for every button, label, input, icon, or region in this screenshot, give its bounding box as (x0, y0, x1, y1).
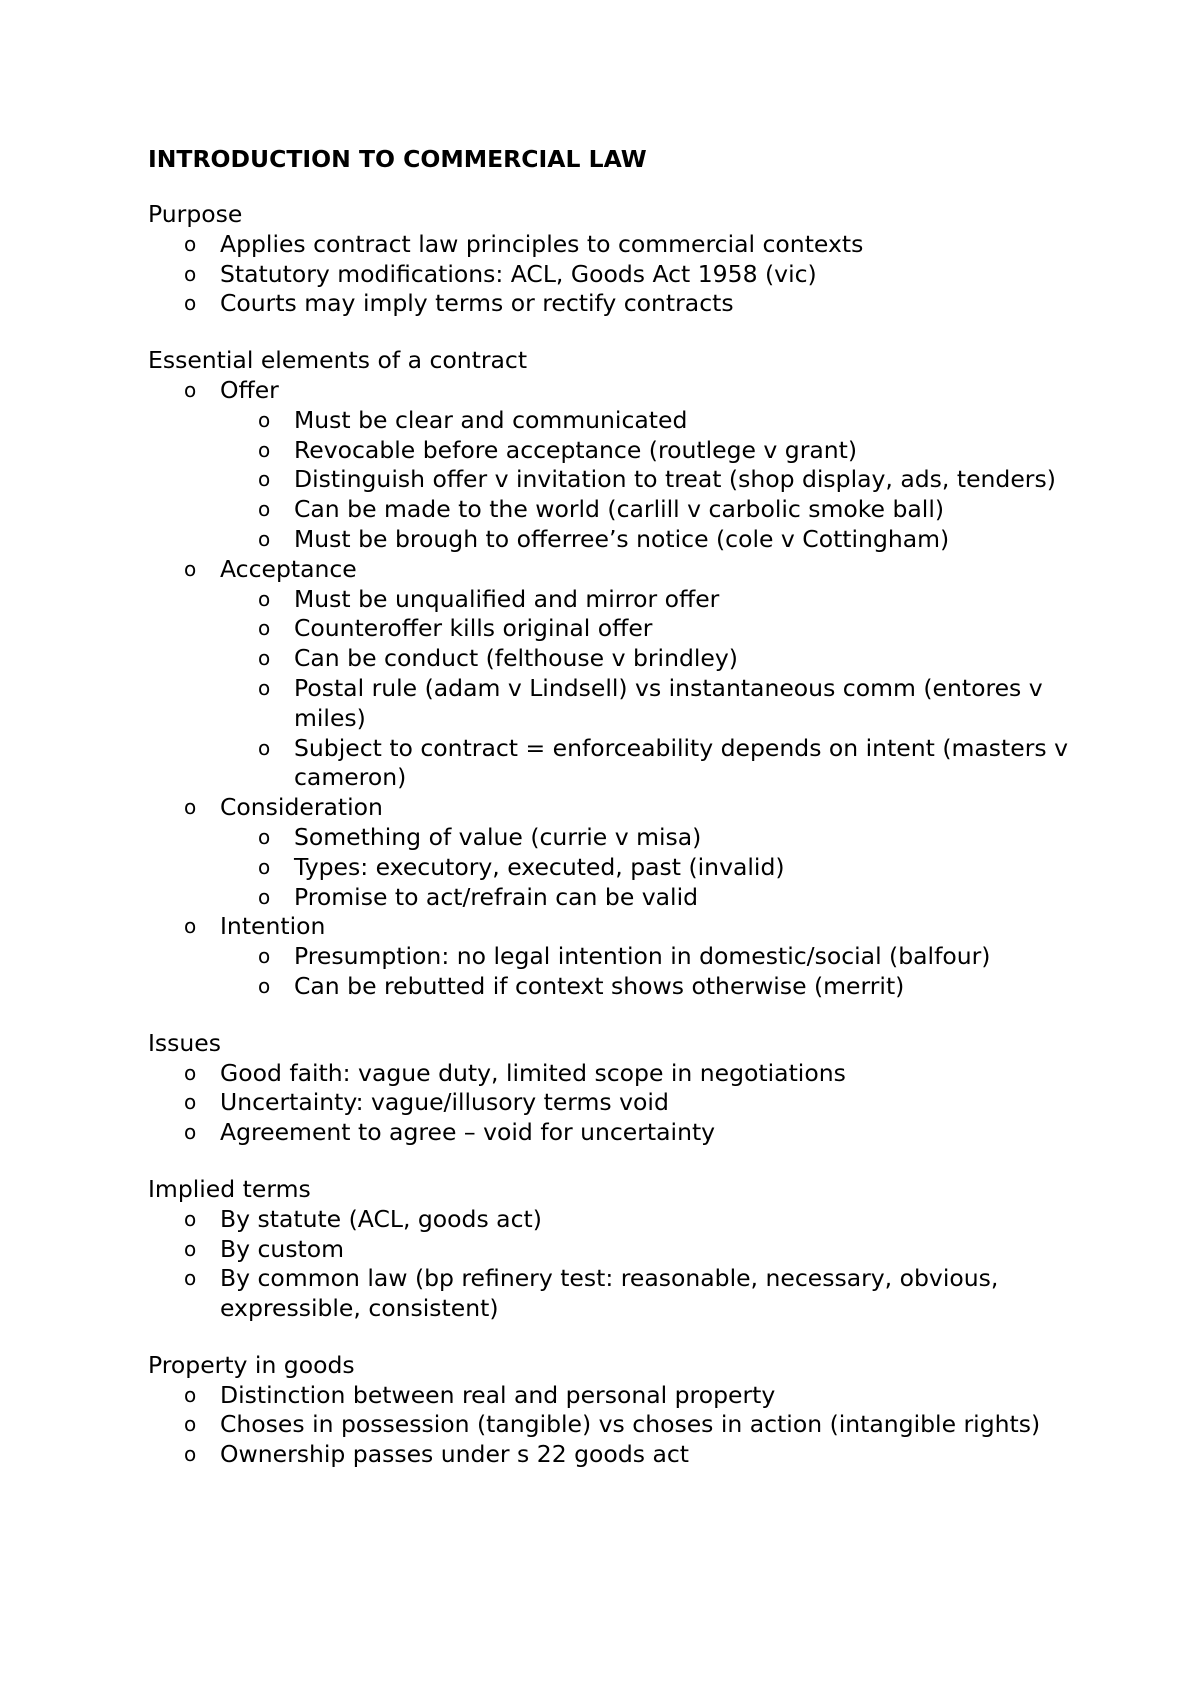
bullet-circle-icon: o (184, 1442, 197, 1467)
list-item (148, 555, 1078, 585)
list-item-text: Applies contract law principles to commercial contexts (220, 229, 864, 258)
bullet-circle-icon: o (258, 497, 271, 522)
list-item-text: Offer (220, 375, 279, 404)
bullet-circle-icon: o (184, 556, 197, 581)
bullet-list (148, 376, 1078, 1002)
sub-list-item (148, 525, 1078, 555)
section-heading: Implied terms (148, 1174, 311, 1203)
bullet-circle-icon: o (258, 944, 271, 969)
sub-list-item (148, 436, 1078, 466)
sub-list-item (148, 942, 1078, 972)
sub-list-item (148, 674, 1078, 734)
bullet-circle-icon: o (258, 437, 271, 462)
bullet-circle-icon: o (258, 735, 271, 760)
section-heading: Essential elements of a contract (148, 346, 528, 375)
sub-list-item (148, 614, 1078, 644)
bullet-circle-icon: o (258, 854, 271, 879)
list-item-text: By custom (220, 1234, 345, 1263)
bullet-list (148, 1381, 1078, 1470)
list-item-text: By statute (ACL, goods act) (220, 1204, 542, 1233)
list-item (148, 376, 1078, 406)
list-item (148, 1059, 1078, 1089)
bullet-circle-icon: o (258, 646, 271, 671)
bullet-list (148, 1059, 1078, 1148)
bullet-list (148, 230, 1078, 319)
list-item (148, 1118, 1078, 1148)
list-item-text: Counteroffer kills original offer (294, 614, 653, 643)
sub-list-item (148, 406, 1078, 436)
bullet-circle-icon: o (258, 884, 271, 909)
list-item-text: Must be brough to offerree’s notice (cole v Cottingham) (294, 524, 950, 553)
bullet-circle-icon: o (184, 1206, 197, 1231)
section-heading: Property in goods (148, 1350, 355, 1379)
bullet-circle-icon: o (258, 616, 271, 641)
list-item-text: Promise to act/refrain can be valid (294, 882, 699, 911)
bullet-circle-icon: o (258, 675, 271, 700)
bullet-circle-icon: o (184, 1382, 197, 1407)
list-item-text: Choses in possession (tangible) vs choses in action (intangible rights) (220, 1410, 1041, 1439)
bullet-circle-icon: o (258, 824, 271, 849)
list-item-text: Uncertainty: vague/illusory terms void (220, 1088, 669, 1117)
list-item-text: Courts may imply terms or rectify contracts (220, 289, 734, 318)
list-item-text: By common law (bp refinery test: reasonable, necessary, obvious, expressible, consistent) (220, 1264, 999, 1323)
sub-list-item (148, 883, 1078, 913)
bullet-circle-icon: o (258, 526, 271, 551)
sub-list-item (148, 585, 1078, 615)
bullet-list (148, 1205, 1078, 1324)
sub-list-item (148, 972, 1078, 1002)
list-item-text: Distinction between real and personal property (220, 1380, 776, 1409)
bullet-circle-icon: o (184, 914, 197, 939)
sub-list-item (148, 853, 1078, 883)
sub-list-item (148, 465, 1078, 495)
list-item-text: Can be made to the world (carlill v carbolic smoke ball) (294, 495, 945, 524)
list-item (148, 230, 1078, 260)
list-item-text: Presumption: no legal intention in domestic/social (balfour) (294, 942, 991, 971)
bullet-circle-icon: o (184, 1090, 197, 1115)
list-item (148, 912, 1078, 942)
list-item-text: Something of value (currie v misa) (294, 822, 702, 851)
list-item (148, 1235, 1078, 1265)
list-item-text: Postal rule (adam v Lindsell) vs instantaneous comm (entores v miles) (294, 673, 1043, 732)
bullet-circle-icon: o (184, 231, 197, 256)
list-item-text: Can be conduct (felthouse v brindley) (294, 644, 738, 673)
bullet-circle-icon: o (258, 407, 271, 432)
list-item (148, 289, 1078, 319)
bullet-circle-icon: o (184, 1266, 197, 1291)
bullet-circle-icon: o (184, 1236, 197, 1261)
list-item-text: Acceptance (220, 554, 357, 583)
list-item-text: Agreement to agree – void for uncertainty (220, 1118, 716, 1147)
sections-container (148, 200, 1078, 1470)
sub-list-item (148, 734, 1078, 794)
list-item-text: Distinguish offer v invitation to treat (shop display, ads, tenders) (294, 465, 1056, 494)
bullet-circle-icon: o (184, 1120, 197, 1145)
section-heading: Purpose (148, 200, 243, 228)
section (148, 1175, 1078, 1324)
section (148, 346, 1078, 1002)
section (148, 200, 1078, 319)
document-title: INTRODUCTION TO COMMERCIAL LAW (148, 145, 647, 173)
list-item-text: Must be unqualified and mirror offer (294, 584, 720, 613)
sub-list-item (148, 644, 1078, 674)
document-body (148, 143, 1078, 1497)
bullet-circle-icon: o (184, 1060, 197, 1085)
list-item (148, 1264, 1078, 1324)
list-item-text: Types: executory, executed, past (invalid) (294, 852, 785, 881)
section (148, 1029, 1078, 1148)
list-item-text: Ownership passes under s 22 goods act (220, 1440, 689, 1469)
section (148, 1351, 1078, 1470)
list-item (148, 1410, 1078, 1440)
list-item-text: Consideration (220, 793, 383, 822)
bullet-circle-icon: o (258, 467, 271, 492)
bullet-circle-icon: o (184, 291, 197, 316)
list-item-text: Subject to contract = enforceability depends on intent (masters v cameron) (294, 733, 1068, 792)
list-item (148, 260, 1078, 290)
list-item (148, 1088, 1078, 1118)
sub-list-item (148, 823, 1078, 853)
sub-list-item (148, 495, 1078, 525)
section-heading: Issues (148, 1028, 222, 1057)
bullet-circle-icon: o (258, 586, 271, 611)
list-item (148, 1381, 1078, 1411)
list-item-text: Must be clear and communicated (294, 405, 688, 434)
list-item-text: Can be rebutted if context shows otherwise (merrit) (294, 971, 905, 1000)
list-item-text: Revocable before acceptance (routlege v grant) (294, 435, 858, 464)
list-item (148, 793, 1078, 823)
list-item (148, 1205, 1078, 1235)
bullet-circle-icon: o (184, 261, 197, 286)
list-item-text: Intention (220, 912, 326, 941)
list-item-text: Good faith: vague duty, limited scope in negotiations (220, 1058, 846, 1087)
list-item-text: Statutory modifications: ACL, Goods Act 1958 (vic) (220, 259, 817, 288)
bullet-circle-icon: o (184, 1412, 197, 1437)
list-item (148, 1440, 1078, 1470)
bullet-circle-icon: o (258, 973, 271, 998)
bullet-circle-icon: o (184, 795, 197, 820)
bullet-circle-icon: o (184, 377, 197, 402)
